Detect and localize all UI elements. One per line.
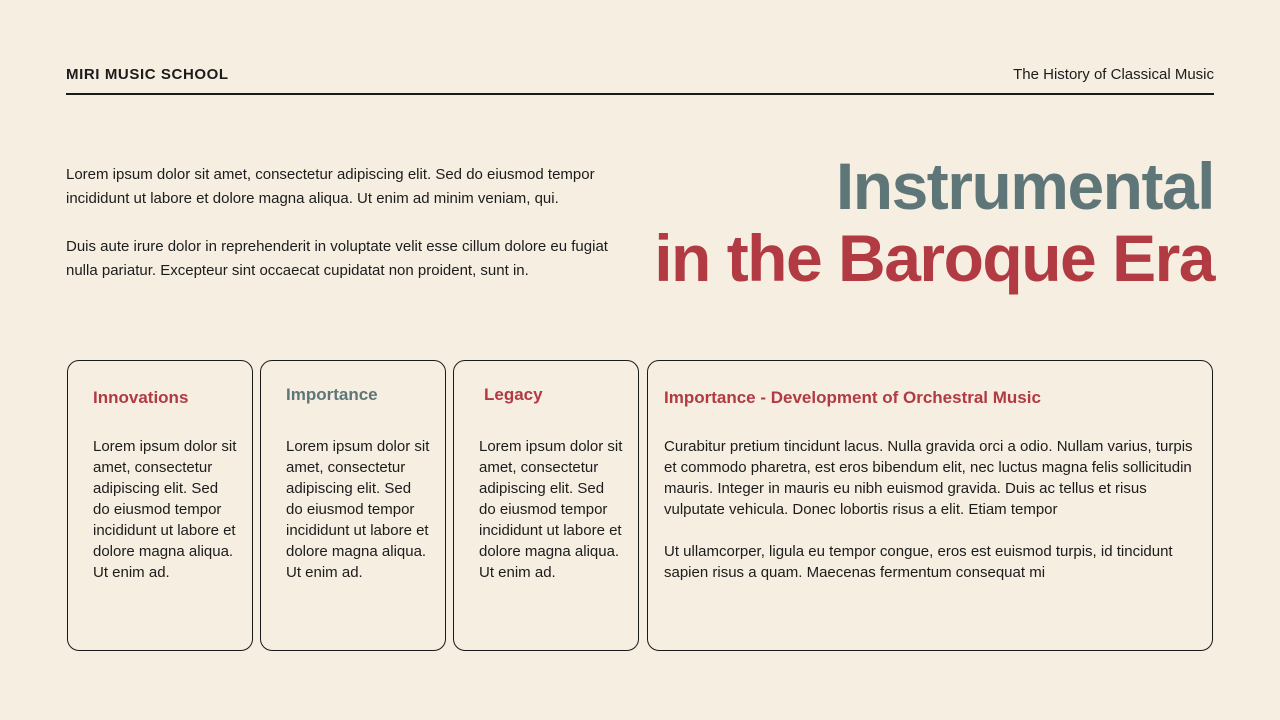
card-paragraph-1: Curabitur pretium tincidunt lacus. Nulla gravida orci a odio. Nullam varius, turpis et commodo pharetra, est eros bibendum elit, nec luctus magna felis sollicitudin mauris. Integer in mauris eu nibh euismod gravida. Duis ac tellus et risus vulputate vehicula. Donec lobortis risus a elit. Etiam tempor [664, 438, 1193, 518]
intro-paragraph-2: Duis aute irure dolor in reprehenderit in voluptate velit esse cillum dolore eu fugiat nulla pariatur. Excepteur sint occaecat cupidatat non proident, sunt in. [66, 238, 608, 279]
intro-paragraph-1: Lorem ipsum dolor sit amet, consectetur adipiscing elit. Sed do eiusmod tempor incididunt ut labore et dolore magna aliqua. Ut enim ad minim veniam, qui. [66, 166, 595, 207]
card-body [664, 436, 1204, 604]
card-title: Importance - Development of Orchestral Music [664, 388, 1041, 407]
slide-headline [654, 150, 1214, 294]
headline-line-2: in the Baroque Era [654, 221, 1214, 295]
card-orchestral-development [647, 360, 1213, 651]
card-title: Innovations [93, 388, 189, 407]
card-legacy [453, 360, 639, 651]
header-bar [66, 60, 1214, 95]
card-body: Lorem ipsum dolor sit amet, consectetur adipiscing elit. Sed do eiusmod tempor incididunt ut labore et dolore magna aliqua. Ut enim ad. [286, 438, 430, 581]
deck-title: The History of Classical Music [1013, 66, 1214, 83]
headline-line-1: Instrumental [835, 149, 1214, 223]
card-paragraph-2: Ut ullamcorper, ligula eu tempor congue, eros est euismod turpis, id tincidunt sapien risus a quam. Maecenas fermentum consequat mi [664, 543, 1173, 581]
school-name: MIRI MUSIC SCHOOL [66, 66, 229, 83]
intro-text [66, 163, 636, 307]
card-importance [260, 360, 446, 651]
card-title: Importance [286, 385, 378, 404]
card-innovations [67, 360, 253, 651]
card-title: Legacy [484, 385, 543, 404]
card-body: Lorem ipsum dolor sit amet, consectetur adipiscing elit. Sed do eiusmod tempor incididunt ut labore et dolore magna aliqua. Ut enim ad. [93, 438, 237, 581]
card-body: Lorem ipsum dolor sit amet, consectetur adipiscing elit. Sed do eiusmod tempor incididunt ut labore et dolore magna aliqua. Ut enim ad. [479, 438, 623, 581]
